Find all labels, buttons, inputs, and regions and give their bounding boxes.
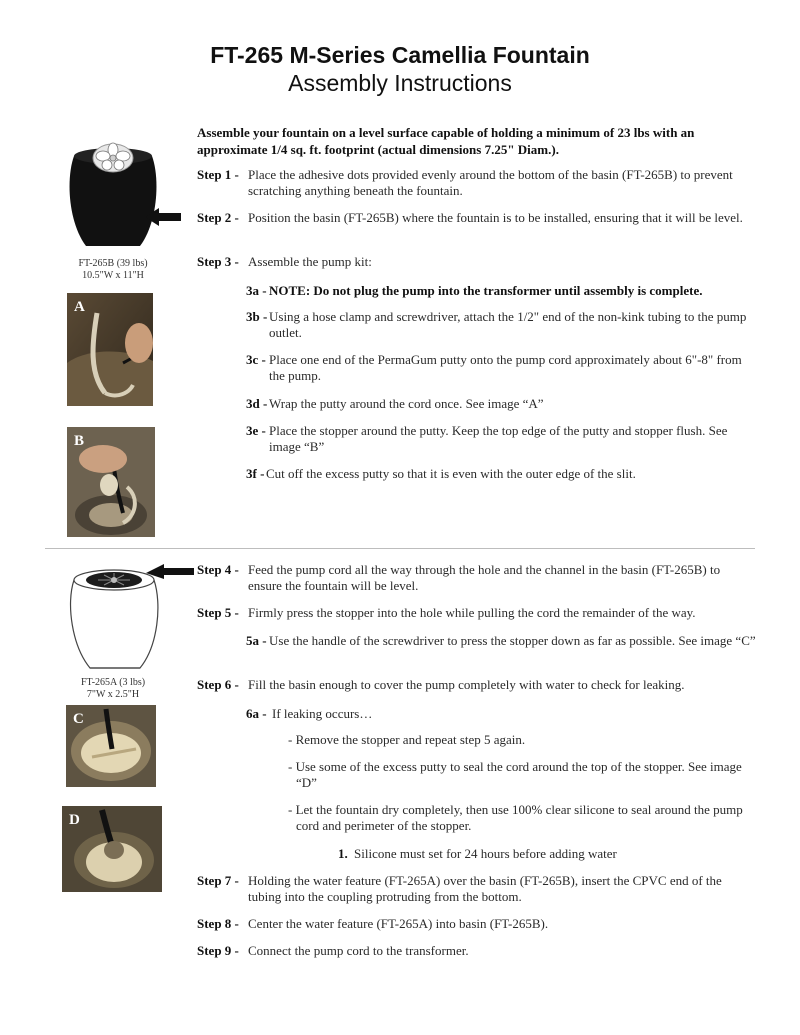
substep-3d xyxy=(246,396,756,412)
substep-3a-label: 3a - xyxy=(246,283,267,298)
substep-3b xyxy=(246,309,756,341)
substep-3b-label: 3b - xyxy=(246,309,268,324)
substep-3d-text: Wrap the putty around the cord once. See image “A” xyxy=(269,396,544,411)
step-1-text: Place the adhesive dots provided evenly around the bottom of the basin (FT-265B) to prevent scratching anything beneath the fountain. xyxy=(248,167,733,198)
feature-caption-name: FT-265A (3 lbs) xyxy=(80,677,146,688)
substep-3f-label: 3f - xyxy=(246,466,265,481)
step-7-text: Holding the water feature (FT-265A) over the basin (FT-265B), insert the CPVC end of the tubing into the coupling protruding from the bottom. xyxy=(248,873,722,904)
bullet-1-text: - Remove the stopper and repeat step 5 again. xyxy=(288,732,526,747)
water-feature-product-image xyxy=(62,560,194,672)
substep-3e xyxy=(246,423,756,455)
intro-text: Assemble your fountain on a level surface capable of holding a minimum of 23 lbs with an approximate 1/4 sq. ft. footprint (actual dimensions 7.25" Diam.). xyxy=(197,125,695,157)
section-divider xyxy=(45,548,755,549)
step-1-label: Step 1 - xyxy=(197,167,239,182)
silicone-note xyxy=(338,846,758,862)
step-3-label: Step 3 - xyxy=(197,254,239,269)
substep-3a xyxy=(246,283,756,299)
page-title: FT-265 M-Series Camellia Fountain xyxy=(210,42,590,68)
photo-a xyxy=(67,293,153,406)
step-2-text: Position the basin (FT-265B) where the fountain is to be installed, ensuring that it will be level. xyxy=(248,210,743,225)
substep-5a-label: 5a - xyxy=(246,633,267,648)
photo-a-label: A xyxy=(74,299,85,315)
step-7-label: Step 7 - xyxy=(197,873,239,888)
pointer-arrow-icon xyxy=(145,206,181,228)
bullet-2 xyxy=(288,759,758,791)
substep-3f xyxy=(246,466,756,482)
substep-5a-text: Use the handle of the screwdriver to press the stopper down as far as possible. See image “C” xyxy=(269,633,756,648)
substep-6a-text: If leaking occurs… xyxy=(272,706,373,721)
silicone-note-number: 1. xyxy=(338,846,348,861)
bullet-1 xyxy=(288,732,758,748)
substep-3c-label: 3c - xyxy=(246,352,266,367)
step-9 xyxy=(197,943,757,959)
substep-3d-label: 3d - xyxy=(246,396,268,411)
substep-3c xyxy=(246,352,756,384)
photo-c-label: C xyxy=(73,711,84,727)
step-6-text: Fill the basin enough to cover the pump completely with water to check for leaking. xyxy=(248,677,685,692)
step-1 xyxy=(197,167,757,199)
step-8-label: Step 8 - xyxy=(197,916,239,931)
bullet-3 xyxy=(288,802,758,834)
step-5-text: Firmly press the stopper into the hole while pulling the cord the remainder of the way. xyxy=(248,605,696,620)
substep-3f-text: Cut off the excess putty so that it is even with the outer edge of the slit. xyxy=(266,466,636,481)
bullet-2-text: - Use some of the excess putty to seal the cord around the top of the stopper. See image “D” xyxy=(288,759,742,790)
step-4 xyxy=(197,562,757,594)
step-6-label: Step 6 - xyxy=(197,677,239,692)
step-5 xyxy=(197,605,757,621)
photo-d-label: D xyxy=(69,812,80,828)
step-2 xyxy=(197,210,757,226)
step-8-text: Center the water feature (FT-265A) into basin (FT-265B). xyxy=(248,916,549,931)
step-2-label: Step 2 - xyxy=(197,210,239,225)
silicone-note-text: Silicone must set for 24 hours before adding water xyxy=(354,846,617,861)
step-6 xyxy=(197,677,757,693)
step-3 xyxy=(197,254,757,270)
substep-3a-text: NOTE: Do not plug the pump into the transformer until assembly is complete. xyxy=(269,283,703,298)
step-4-text: Feed the pump cord all the way through the hole and the channel in the basin (FT-265B) to ensure the fountain will be level. xyxy=(248,562,721,593)
page-subtitle: Assembly Instructions xyxy=(288,70,512,96)
photo-b xyxy=(67,427,155,537)
step-8 xyxy=(197,916,757,932)
basin-caption-name: FT-265B (39 lbs) xyxy=(78,258,148,269)
photo-c xyxy=(66,705,156,787)
substep-6a-label: 6a - xyxy=(246,706,267,721)
feature-caption-dims: 7"W x 2.5"H xyxy=(86,689,140,700)
step-9-text: Connect the pump cord to the transformer. xyxy=(248,943,469,958)
substep-3b-text: Using a hose clamp and screwdriver, attach the 1/2" end of the non-kink tubing to the pump outlet. xyxy=(269,309,747,340)
basin-caption-dims: 10.5"W x 11"H xyxy=(82,270,144,281)
bullet-3-text: - Let the fountain dry completely, then use 100% clear silicone to seal around the pump cord and perimeter of the stopper. xyxy=(288,802,743,833)
step-4-label: Step 4 - xyxy=(197,562,239,577)
step-9-label: Step 9 - xyxy=(197,943,239,958)
substep-3c-text: Place one end of the PermaGum putty onto the pump cord approximately about 6"-8" from the pump. xyxy=(269,352,742,383)
substep-6a xyxy=(246,706,756,722)
step-3-text: Assemble the pump kit: xyxy=(248,254,372,269)
basin-product-image xyxy=(62,138,187,250)
substep-3e-text: Place the stopper around the putty. Keep the top edge of the putty and stopper flush. See image “B” xyxy=(269,423,728,454)
photo-b-label: B xyxy=(74,433,85,449)
substep-5a xyxy=(246,633,756,649)
photo-d xyxy=(62,806,162,892)
step-5-label: Step 5 - xyxy=(197,605,239,620)
substep-3e-label: 3e - xyxy=(246,423,266,438)
step-7 xyxy=(197,873,757,905)
